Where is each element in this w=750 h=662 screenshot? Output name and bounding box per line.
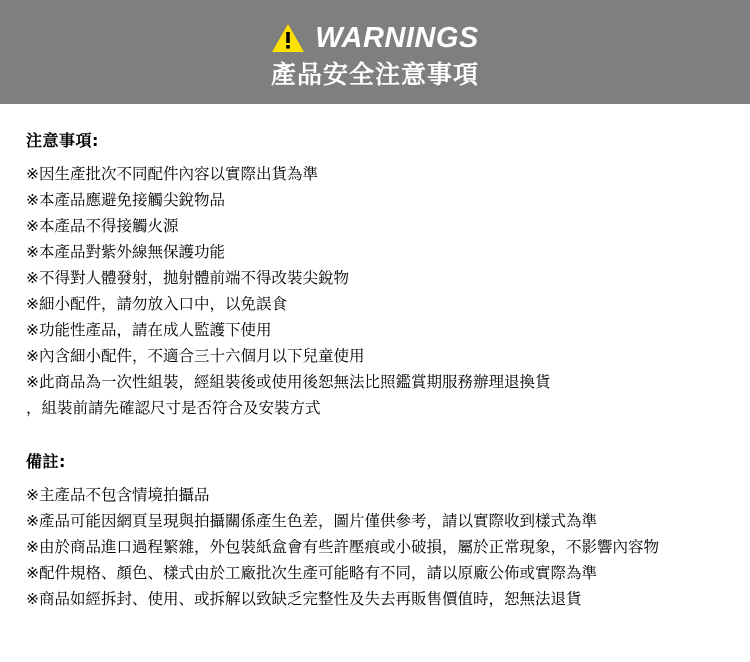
warnings-title-en: WARNINGS	[315, 21, 479, 54]
remarks-section	[26, 449, 724, 612]
warning-triangle-icon	[271, 23, 305, 53]
list-item: ※由於商品進口過程繁雜，外包裝紙盒會有些許壓痕或小破損，屬於正常現象，不影響內容物	[26, 538, 659, 556]
list-item: ※此商品為一次性組裝，經組裝後或使用後恕無法比照鑑賞期服務辦理退換貨	[26, 373, 551, 391]
warnings-title-zh: 產品安全注意事項	[270, 60, 479, 89]
notes-heading: 注意事項:	[26, 131, 99, 150]
list-item: ※細小配件，請勿放入口中，以免誤食	[26, 295, 287, 313]
page-header	[0, 0, 750, 104]
remarks-list	[26, 482, 724, 612]
notes-section	[26, 128, 724, 421]
list-item: ，組裝前請先確認尺寸是否符合及安裝方式	[26, 399, 321, 417]
list-item: ※商品如經拆封、使用、或拆解以致缺乏完整性及失去再販售價值時，恕無法退貨	[26, 590, 582, 608]
list-item: ※主產品不包含情境拍攝品	[26, 486, 210, 504]
list-item: ※本產品應避免接觸尖銳物品	[26, 191, 225, 209]
list-item: ※功能性產品，請在成人監護下使用	[26, 321, 272, 339]
list-item: ※不得對人體發射，拋射體前端不得改裝尖銳物	[26, 269, 349, 287]
list-item: ※本產品不得接觸火源	[26, 217, 179, 235]
list-item: ※因生產批次不同配件內容以實際出貨為準	[26, 165, 318, 183]
header-title-row	[271, 23, 479, 53]
page-body	[0, 104, 750, 612]
section-spacer	[26, 421, 724, 449]
list-item: ※本產品對紫外線無保護功能	[26, 243, 225, 261]
list-item: ※配件規格、顏色、樣式由於工廠批次生產可能略有不同，請以原廠公佈或實際為準	[26, 564, 597, 582]
remarks-heading: 備註:	[26, 452, 66, 471]
notes-list	[26, 161, 724, 421]
list-item: ※產品可能因網頁呈現與拍攝關係產生色差，圖片僅供參考，請以實際收到樣式為準	[26, 512, 597, 530]
list-item: ※內含細小配件，不適合三十六個月以下兒童使用	[26, 347, 365, 365]
